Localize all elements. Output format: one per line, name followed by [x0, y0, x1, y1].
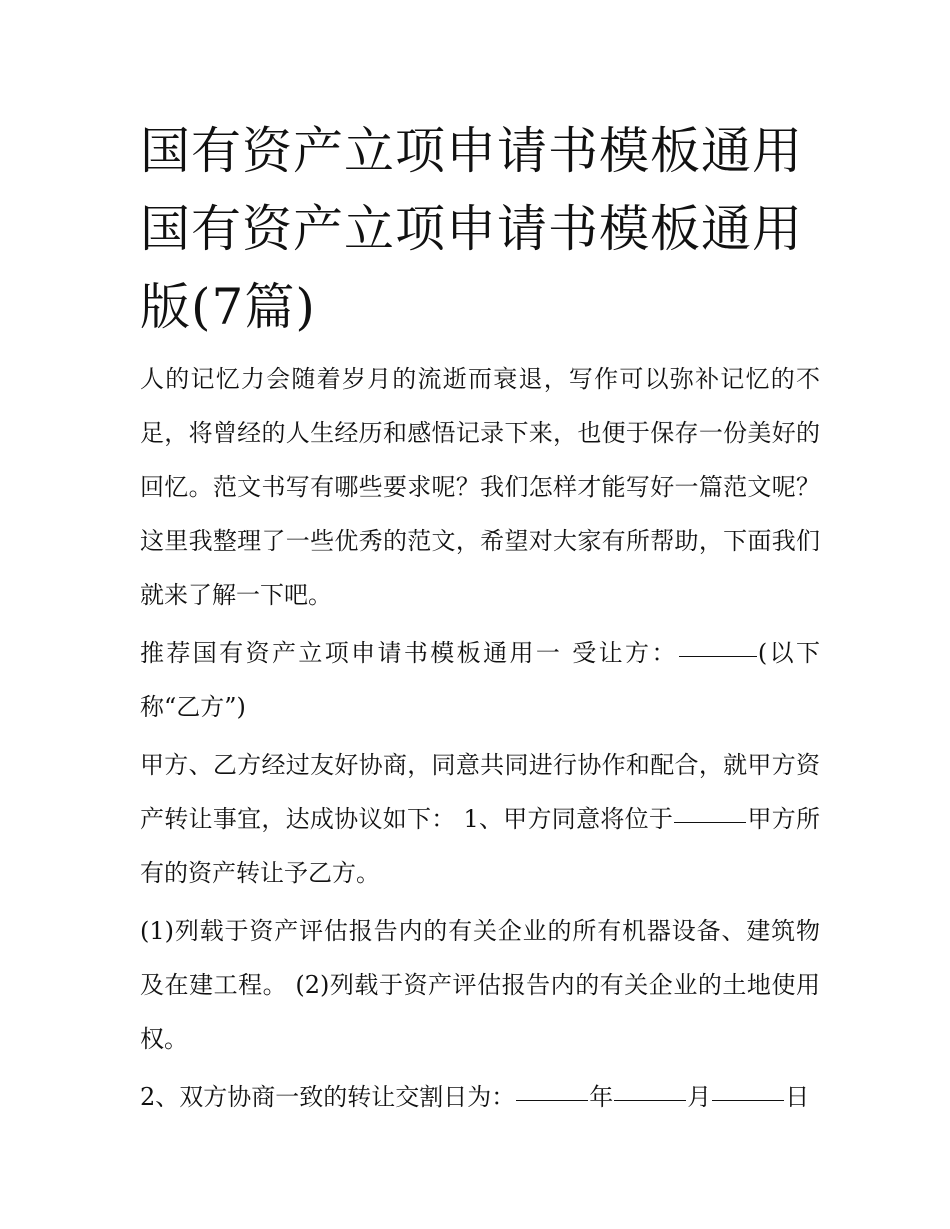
month-blank — [614, 1076, 686, 1101]
transferee-paragraph — [140, 626, 820, 734]
document-title — [140, 112, 820, 346]
transferee-text-end: (以下称“乙方”) — [140, 639, 820, 721]
asset-list-paragraph: (1)列载于资产评估报告内的有关企业的所有机器设备、建筑物及在建工程。 (2)列载于资产评估报告内的有关企业的土地使用权。 — [140, 917, 820, 1053]
agreement-text-end: 甲方所有的资产转让予乙方。 — [140, 805, 820, 887]
month-label: 月 — [687, 1083, 712, 1111]
day-label: 日 — [785, 1083, 810, 1111]
delivery-date-paragraph — [140, 1070, 820, 1124]
day-blank — [712, 1076, 784, 1101]
location-blank — [674, 798, 746, 823]
agreement-paragraph — [140, 738, 820, 900]
year-label: 年 — [589, 1083, 614, 1111]
transferee-text-start: 推荐国有资产立项申请书模板通用一 受让方： — [140, 639, 678, 667]
transferee-blank — [679, 632, 757, 657]
delivery-date-text: 2、双方协商一致的转让交割日为： — [140, 1083, 516, 1111]
document-body — [140, 352, 820, 1128]
year-blank — [516, 1076, 588, 1101]
intro-paragraph: 人的记忆力会随着岁月的流逝而衰退，写作可以弥补记忆的不足，将曾经的人生经历和感悟记录下来，也便于保存一份美好的回忆。范文书写有哪些要求呢？我们怎样才能写好一篇范文呢？这里我整理了一些优秀的范文，希望对大家有所帮助，下面我们就来了解一下吧。 — [140, 365, 820, 609]
agreement-text-start: 甲方、乙方经过友好协商，同意共同进行协作和配合，就甲方资产转让事宜，达成协议如下： 1、甲方同意将位于 — [140, 751, 820, 833]
title-line-1: 国有资产立项申请书模板通用 — [140, 122, 803, 180]
title-line-2: 国有资产立项申请书模板通用 — [140, 200, 803, 258]
title-line-3: 版(7篇) — [140, 278, 316, 336]
